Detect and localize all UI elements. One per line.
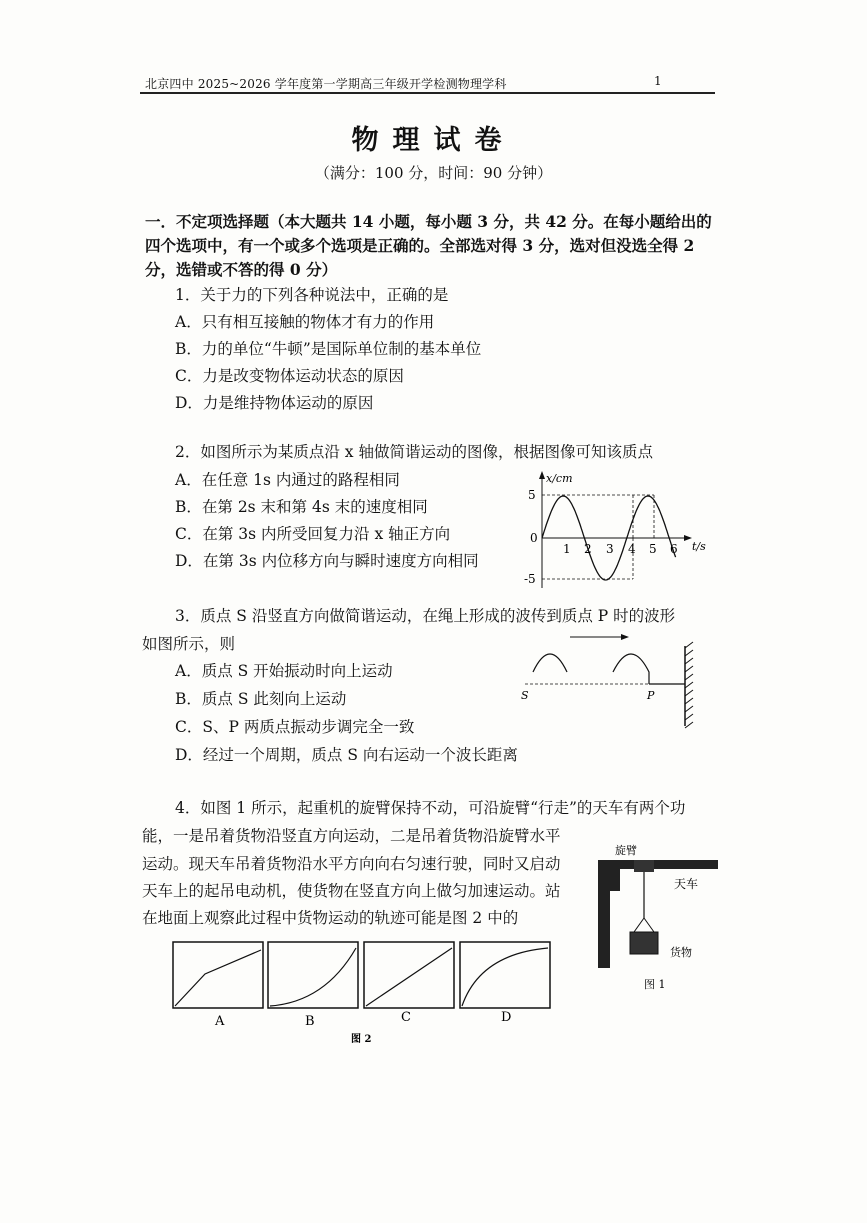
q3-option-b: B．质点 S 此刻向上运动	[175, 690, 347, 708]
option-b-box	[268, 942, 358, 1008]
q2-sine-graph	[520, 466, 720, 596]
label-trolley: 天车	[674, 877, 699, 891]
q4-line-2: 能，一是吊着货物沿竖直方向运动，二是吊着货物沿旋臂水平	[142, 827, 561, 845]
label-cargo: 货物	[670, 946, 692, 959]
x-tick-3: 3	[606, 542, 614, 556]
q3-option-a: A．质点 S 开始振动时向上运动	[175, 662, 393, 680]
crane-arm	[598, 860, 718, 869]
section-intro-line-3: 分，选错或不答的得 0 分）	[145, 260, 338, 279]
q3-option-c: C．S、P 两质点振动步调完全一致	[175, 718, 415, 736]
x-axis-label: t/s	[692, 540, 706, 553]
label-option-a: A	[215, 1014, 225, 1029]
y-axis-label: x/cm	[546, 472, 573, 485]
q4-line-3: 运动。现天车吊着货物沿水平方向向右匀速行驶，同时又启动	[142, 855, 561, 873]
q4-line-4: 天车上的起吊电动机，使货物在竖直方向上做匀加速运动。站	[142, 882, 561, 900]
q1-option-c: C．力是改变物体运动状态的原因	[175, 367, 404, 385]
q1-stem: 1．关于力的下列各种说法中，正确的是	[175, 286, 449, 304]
q1-option-d: D．力是维持物体运动的原因	[175, 394, 374, 412]
page-title: 物理试卷	[351, 125, 516, 156]
q1-option-a: A．只有相互接触的物体才有力的作用	[175, 313, 435, 331]
x-tick-5: 5	[649, 542, 657, 556]
y-tick-5: 5	[528, 488, 536, 502]
x-tick-6: 6	[670, 542, 678, 556]
q2-stem: 2．如图所示为某质点沿 x 轴做简谐运动的图像，根据图像可知该质点	[175, 443, 653, 461]
trajectory-d	[462, 948, 548, 1006]
q2-option-a: A．在任意 1s 内通过的路程相同	[175, 471, 400, 489]
q2-option-d: D．在第 3s 内位移方向与瞬时速度方向相同	[175, 552, 479, 570]
header-rule	[140, 92, 715, 94]
page-subtitle: （满分：100 分，时间：90 分钟）	[314, 164, 553, 182]
figure1-caption: 图 1	[644, 978, 666, 991]
q4-crane-figure	[592, 838, 722, 998]
exam-header: 北京四中 2025~2026 学年度第一学期高三年级开学检测物理学科	[145, 77, 507, 91]
wall-hatch	[685, 642, 693, 728]
trajectory-b	[270, 948, 356, 1006]
sling-left	[634, 918, 644, 932]
y-axis-arrow	[539, 471, 545, 479]
q4-line-5: 在地面上观察此过程中货物运动的轨迹可能是图 2 中的	[142, 909, 519, 927]
section-intro-line-2: 四个选项中，有一个或多个选项是正确的。全部选对得 3 分，选对但没选全得 2	[145, 236, 695, 255]
q2-option-c: C．在第 3s 内所受回复力沿 x 轴正方向	[175, 525, 451, 543]
q3-stem-line-1: 3．质点 S 沿竖直方向做简谐运动，在绳上形成的波传到质点 P 时的波形	[175, 607, 676, 625]
label-p: P	[647, 689, 655, 702]
origin-label: 0	[530, 531, 538, 545]
option-a-box	[173, 942, 263, 1008]
cargo-box	[630, 932, 658, 954]
q2-option-b: B．在第 2s 末和第 4s 末的速度相同	[175, 498, 428, 516]
figure2-caption: 图 2	[351, 1034, 372, 1045]
q3-option-d: D．经过一个周期，质点 S 向右运动一个波长距离	[175, 746, 518, 764]
x-tick-2: 2	[584, 542, 592, 556]
label-option-d: D	[501, 1010, 512, 1025]
wave-crest-right	[613, 654, 649, 684]
crane-column	[598, 860, 610, 968]
label-arm: 旋臂	[615, 844, 637, 857]
q3-stem-line-2: 如图所示，则	[142, 635, 236, 653]
label-option-b: B	[305, 1014, 315, 1029]
page-number: 1	[654, 74, 662, 88]
x-tick-4: 4	[628, 542, 636, 556]
trolley	[634, 860, 654, 872]
y-tick-neg5: -5	[524, 572, 536, 586]
option-d-box	[460, 942, 550, 1008]
label-option-c: C	[401, 1010, 411, 1025]
trajectory-a	[175, 950, 261, 1006]
q1-option-b: B．力的单位“牛顿”是国际单位制的基本单位	[175, 340, 482, 358]
x-tick-1: 1	[563, 542, 571, 556]
q4-trajectory-figure	[165, 936, 565, 1048]
sling-right	[644, 918, 654, 932]
trajectory-c	[366, 948, 452, 1006]
q4-line-1: 4．如图 1 所示，起重机的旋臂保持不动，可沿旋臂“行走”的天车有两个功	[175, 799, 686, 817]
wave-crest-left	[533, 654, 567, 672]
section-intro-line-1: 一．不定项选择题（本大题共 14 小题，每小题 3 分，共 42 分。在每小题给出的	[145, 212, 712, 231]
q3-wave-figure	[515, 626, 705, 731]
label-s: S	[521, 689, 529, 702]
propagation-arrow-head	[621, 634, 629, 640]
x-axis-arrow	[684, 535, 692, 541]
crane-bracket	[610, 869, 620, 891]
